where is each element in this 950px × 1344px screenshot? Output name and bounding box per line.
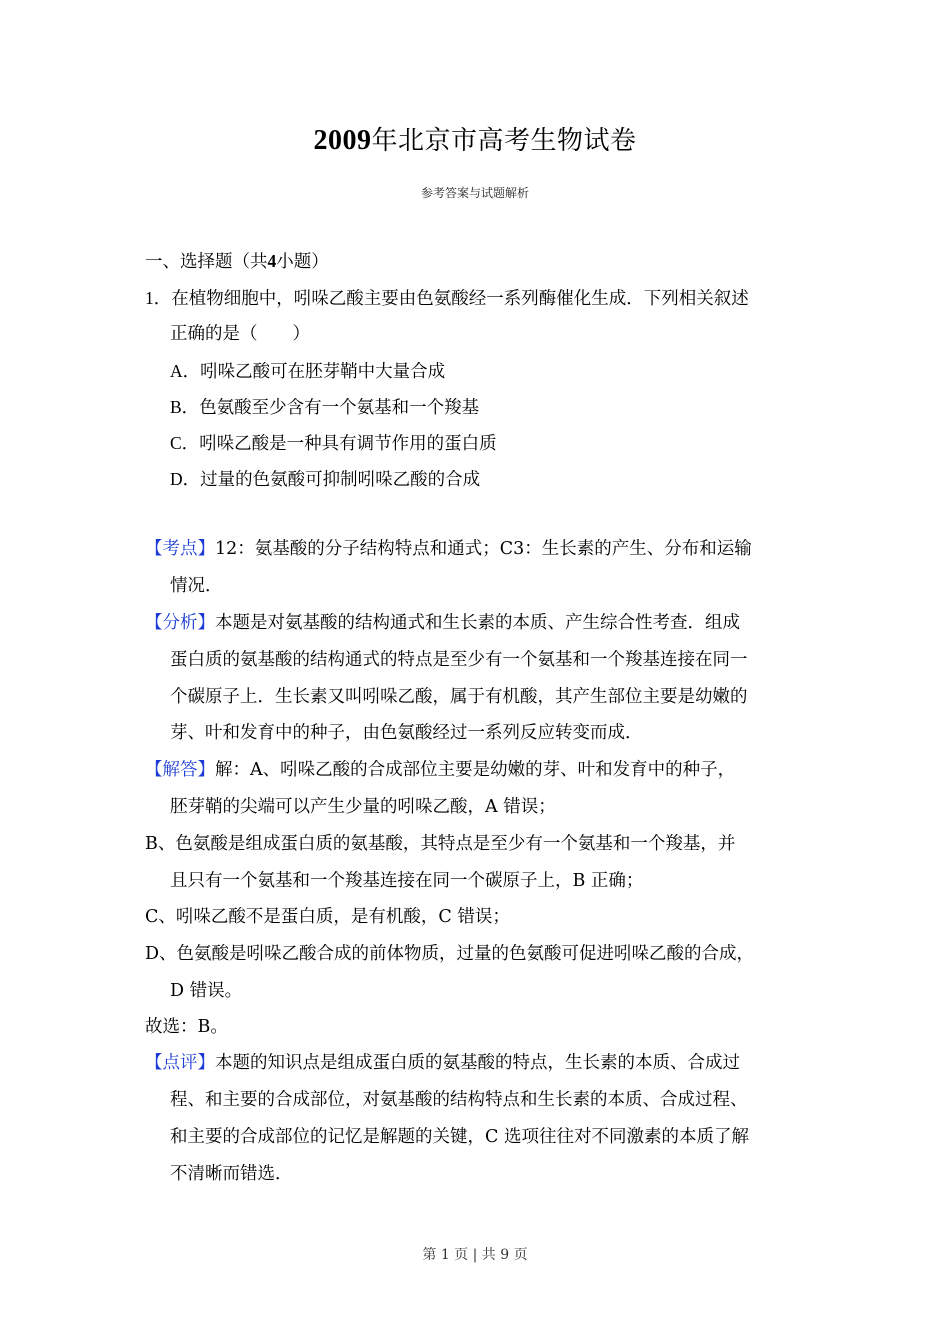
option-a: A．吲哚乙酸可在胚芽鞘中大量合成 (170, 361, 446, 382)
dianping-line: 不清晰而错选． (170, 1164, 293, 1184)
page-title (0, 120, 950, 157)
jieda-line: 且只有一个氨基和一个羧基连接在同一个碳原子上，B 正确； (170, 871, 644, 891)
option-b: B．色氨酸至少含有一个氨基和一个羧基 (170, 397, 480, 418)
final-answer: 故选：B。 (145, 1017, 228, 1037)
jieda-line: C、吲哚乙酸不是蛋白质，是有机酸，C 错误； (145, 907, 510, 927)
jieda-tag: 【解答】 (145, 760, 215, 780)
kaodian-line: 情况． (170, 576, 223, 596)
question-stem: 1．在植物细胞中，吲哚乙酸主要由色氨酸经一系列酶催化生成．下列相关叙述 (145, 288, 749, 309)
dianping-line: 和主要的合成部位的记忆是解题的关键，C 选项往往对不同激素的本质了解 (170, 1127, 749, 1147)
question-stem-continued: 正确的是（ ） (170, 324, 310, 344)
kaodian-tag: 【考点】 (145, 539, 215, 559)
fenxi-line: 芽、叶和发育中的种子，由色氨酸经过一系列反应转变而成． (170, 723, 643, 743)
dianping-line: 程、和主要的合成部位，对氨基酸的结构特点和生长素的本质、合成过程、 (170, 1090, 748, 1110)
fenxi-block: 【分析】本题是对氨基酸的结构通式和生长素的本质、产生综合性考查．组成 (145, 613, 740, 633)
jieda-line: 胚芽鞘的尖端可以产生少量的吲哚乙酸，A 错误； (170, 797, 556, 817)
fenxi-line: 蛋白质的氨基酸的结构通式的特点是至少有一个氨基和一个羧基连接在同一 (170, 650, 748, 670)
title-text: 年北京市高考生物试卷 (371, 126, 637, 156)
page-subtitle: 参考答案与试题解析 (420, 186, 529, 200)
section-heading: 一、选择题（共4小题） (145, 251, 329, 272)
fenxi-line: 个碳原子上．生长素又叫吲哚乙酸，属于有机酸，其产生部位主要是幼嫩的 (170, 687, 748, 707)
dianping-tag: 【点评】 (145, 1053, 215, 1073)
option-d: D．过量的色氨酸可抑制吲哚乙酸的合成 (170, 469, 481, 490)
dianping-block: 【点评】本题的知识点是组成蛋白质的氨基酸的特点，生长素的本质、合成过 (145, 1053, 740, 1073)
question-number: 1． (145, 288, 172, 308)
page-footer: 第 1 页 | 共 9 页 (422, 1247, 528, 1263)
title-year: 2009 (313, 125, 372, 156)
option-c: C．吲哚乙酸是一种具有调节作用的蛋白质 (170, 433, 497, 454)
jieda-line: D、色氨酸是吲哚乙酸合成的前体物质，过量的色氨酸可促进吲哚乙酸的合成， (145, 944, 755, 964)
jieda-block: 【解答】解：A、吲哚乙酸的合成部位主要是幼嫩的芽、叶和发育中的种子， (145, 760, 736, 780)
jieda-line: D 错误。 (170, 981, 243, 1001)
fenxi-tag: 【分析】 (145, 613, 215, 633)
jieda-line: B、色氨酸是组成蛋白质的氨基酸，其特点是至少有一个氨基和一个羧基，并 (145, 834, 736, 854)
kaodian-block: 【考点】12：氨基酸的分子结构特点和通式；C3：生长素的产生、分布和运输 (145, 539, 752, 559)
